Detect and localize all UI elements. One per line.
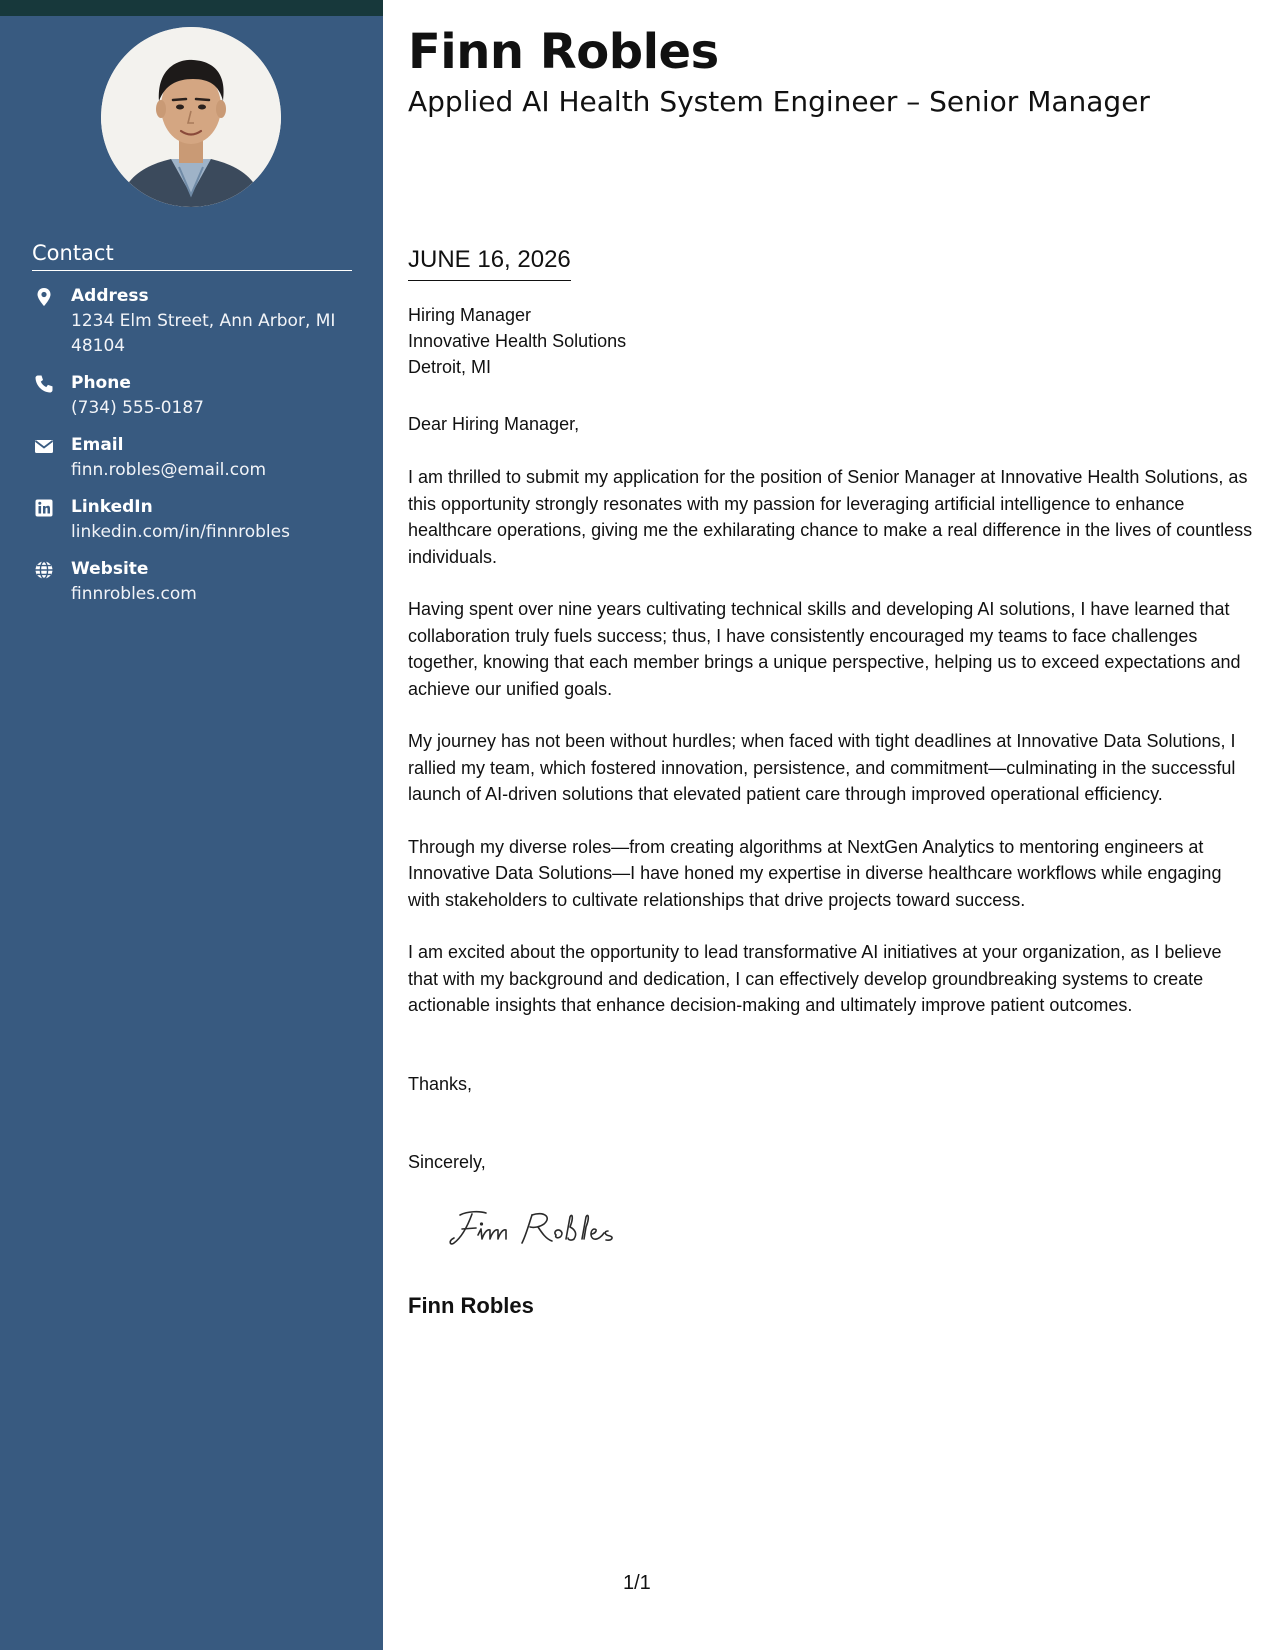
contact-label: Email [71,435,124,455]
page-number: 1/1 [623,1572,651,1594]
envelope-icon [34,436,54,456]
closing-line: Sincerely, [408,1152,486,1172]
contact-item-linkedin [32,495,352,545]
signed-name: Finn Robles [408,1293,534,1318]
website-value[interactable]: finnrobles.com [71,584,197,604]
letter-main [408,0,1253,1650]
job-title: Applied AI Health System Engineer – Senior Manager [408,85,1150,118]
body-paragraph: I am excited about the opportunity to lead transformative AI initiatives at your organization, as I believe that with my background and dedication, I can effectively develop groundbreaking systems to create actionable insights that enhance decision-making and ultimately improve patient outcomes. [408,942,1222,1015]
letter-date: JUNE 16, 2026 [408,243,571,281]
contact-item-website [32,557,352,607]
contact-item-phone [32,371,352,421]
thanks-line: Thanks, [408,1074,473,1094]
contact-label: Website [71,559,149,579]
salutation: Dear Hiring Manager, [408,414,580,434]
body-paragraph: I am thrilled to submit my application for the position of Senior Manager at Innovative Health Solutions, as this opportunity strongly resonates with my passion for leveraging artificial intelligence to enhance healthcare operations, giving me the exhilarating chance to make a real difference in the lives of countless individuals. [408,467,1253,567]
person-photo-icon [101,27,281,207]
phone-icon [34,374,54,394]
map-pin-icon [34,287,54,307]
sidebar [0,0,383,1650]
globe-icon [34,560,54,580]
address-value: 1234 Elm Street, Ann Arbor, MI 48104 [71,311,336,356]
sidebar-top-accent [0,0,383,16]
phone-value: (734) 555-0187 [71,398,204,418]
recipient-company: Innovative Health Solutions [408,331,627,351]
contact-item-email [32,433,352,483]
applicant-name: Finn Robles [408,24,719,80]
recipient-block [408,302,626,380]
contact-list [32,284,352,619]
contact-label: LinkedIn [71,497,153,517]
recipient-location: Detroit, MI [408,357,492,377]
contact-label: Phone [71,373,131,393]
body-paragraph: Having spent over nine years cultivating technical skills and developing AI solutions, I have learned that collaboration truly fuels success; thus, I have consistently encouraged my teams to face challenges together, knowing that each member brings a unique perspective, helping us to exceed expectations and achieve our unified goals. [408,599,1241,699]
body-paragraph: My journey has not been without hurdles; when faced with tight deadlines at Innovative Data Solutions, I rallied my team, which fostered innovation, persistence, and commitment—culminating in the successful launch of AI-driven solutions that elevated patient care through improved operational efficiency. [408,731,1236,804]
contact-label: Address [71,286,149,306]
linkedin-value[interactable]: linkedin.com/in/finnrobles [71,522,290,542]
contact-heading: Contact [32,240,352,271]
avatar [101,27,281,207]
email-value[interactable]: finn.robles@email.com [71,460,267,480]
recipient-name: Hiring Manager [408,305,532,325]
contact-item-address [32,284,352,359]
body-paragraph: Through my diverse roles—from creating algorithms at NextGen Analytics to mentoring engineers at Innovative Data Solutions—I have honed my expertise in diverse healthcare workflows while engaging with stakeholders to cultivate relationships that drive projects toward success. [408,836,1222,910]
linkedin-icon [34,498,54,518]
letter-body [408,464,1253,1045]
handwritten-signature [448,1205,638,1255]
